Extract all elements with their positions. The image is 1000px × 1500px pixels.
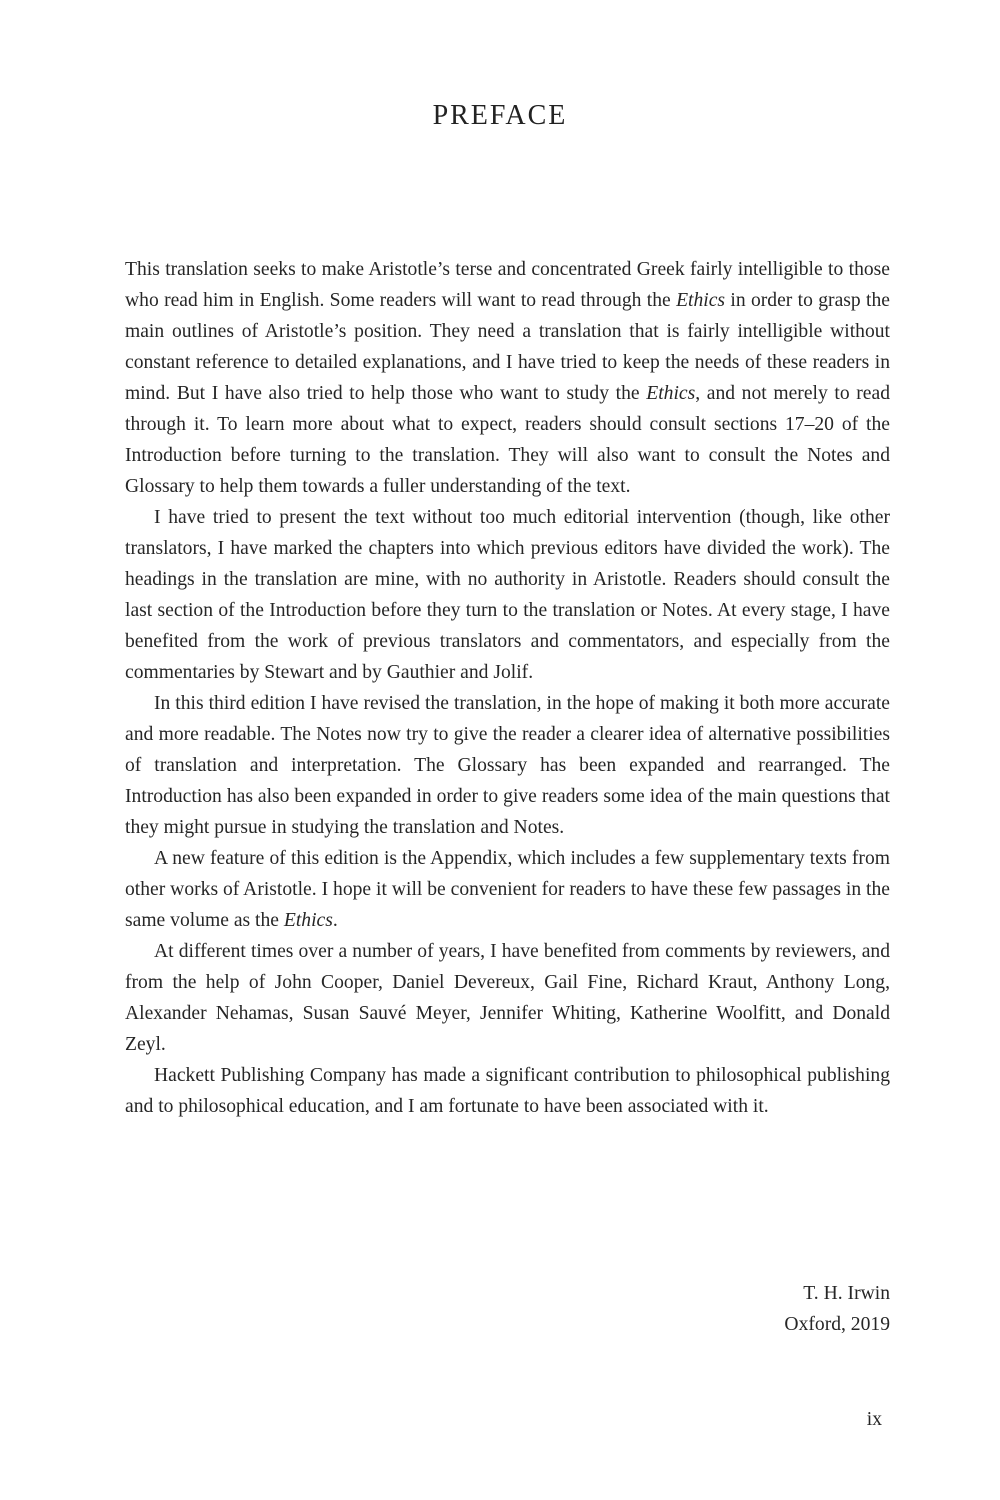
preface-text-block (125, 254, 890, 1122)
paragraph (125, 688, 890, 843)
page-number: ix (866, 1409, 882, 1430)
text-run: In this third edition I have revised the translation, in the hope of making it both more accurate and more readable. The Notes now try to give the reader a clearer idea of alternative possibilities of translation and interpretation. The Glossary has been expanded and rearranged. The Introduction has also been expanded in order to give readers some idea of the main questions that they might pursue in studying the translation and Notes. (125, 693, 890, 838)
book-title-italic: Ethics (283, 910, 333, 931)
text-run: . (332, 910, 338, 931)
text-run: I have tried to present the text without too much editorial intervention (though, like other translators, I have marked the chapters into which previous editors have divided the work). The headings in the translation are mine, with no authority in Aristotle. Readers should consult the last section of the Introduction before they turn to the translation or Notes. At every stage, I have benefited from the work of previous translators and commentators, and especially from the commentaries by Stewart and by Gauthier and Jolif. (125, 507, 890, 683)
signature-place-date: Oxford, 2019 (784, 1314, 890, 1335)
text-run: in order to grasp the main outlines of Aristotle’s position. They need a translation that is fairly intelligible without constant reference to detailed explanations, and I have tried to keep the needs of these readers in mind. But I have also tried to help those who want to study the (125, 290, 890, 404)
paragraph (125, 843, 890, 936)
paragraph (125, 502, 890, 688)
text-run: This translation seeks to make Aristotle’s terse and concentrated Greek fairly intelligible to those who read him in English. Some readers will want to read through the (125, 259, 890, 311)
text-run: At different times over a number of years, I have benefited from comments by reviewers, and from the help of John Cooper, Daniel Devereux, Gail Fine, Richard Kraut, Anthony Long, Alexander Nehamas, Susan Sauvé Meyer, Jennifer Whiting, Katherine Woolfitt, and Donald Zeyl. (125, 941, 890, 1055)
text-run: Hackett Publishing Company has made a significant contribution to philosophical publishing and to philosophical education, and I am fortunate to have been associated with it. (125, 1065, 890, 1117)
page-title: PREFACE (432, 100, 568, 131)
paragraph (125, 1060, 890, 1122)
text-run: A new feature of this edition is the Appendix, which includes a few supplementary texts from other works of Aristotle. I hope it will be convenient for readers to have these few passages in the same volume as the (125, 848, 890, 931)
paragraph (125, 254, 890, 502)
text-run: , and not merely to read through it. To learn more about what to expect, readers should consult sections 17–20 of the Introduction before turning to the translation. They will also want to consult the Notes and Glossary to help them towards a fuller understanding of the text. (125, 383, 890, 497)
signature-block (784, 1278, 890, 1340)
book-title-italic: Ethics (646, 383, 696, 404)
paragraph (125, 936, 890, 1060)
book-title-italic: Ethics (676, 290, 726, 311)
author-name: T. H. Irwin (803, 1283, 890, 1304)
